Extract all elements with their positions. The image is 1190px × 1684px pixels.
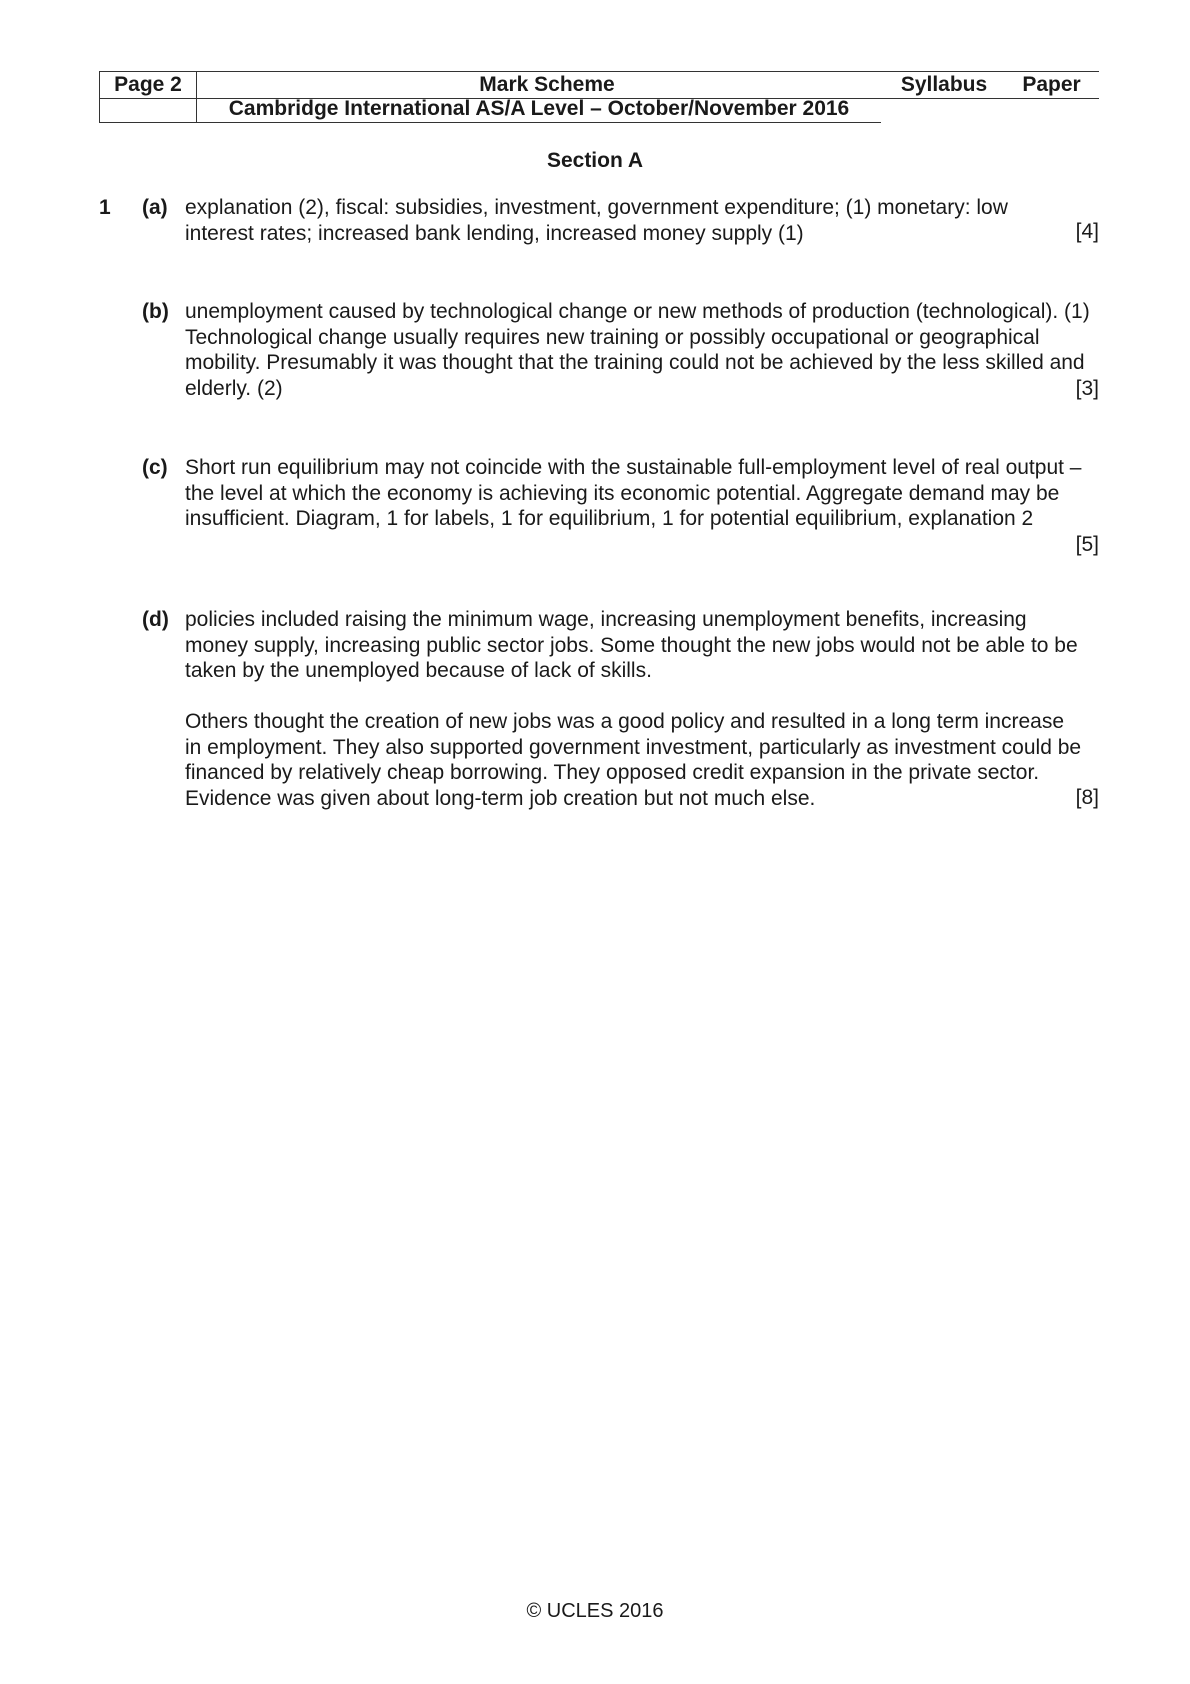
part-text-c: Short run equilibrium may not coincide with the sustainable full-employment level of real output – the level at which the economy is achieving its economic potential. Aggregate demand may be insufficient. Diagram, 1 for labels, 1 for equilibrium, 1 for potential equilibrium, explanation 2 <box>185 456 1082 530</box>
part-label-d: (d) <box>142 608 169 631</box>
marks-d: [8] <box>1075 786 1099 809</box>
paper-label: Paper <box>1022 73 1081 96</box>
header-row-1 <box>99 71 1099 99</box>
marks-c: [5] <box>1075 533 1099 556</box>
part-text-d-continued: Others thought the creation of new jobs was a good policy and resulted in a long term increase in employment. They also supported government investment, particularly as investment could be financed by relatively cheap borrowing. They opposed credit expansion in the private sector. Evidence was given about long-term job creation but not much else. <box>185 710 1082 810</box>
part-text-d: policies included raising the minimum wage, increasing unemployment benefits, increasing money supply, increasing public sector jobs. Some thought the new jobs would not be able to be taken by the unemployed because of lack of skills. <box>185 608 1078 682</box>
footer-copyright: © UCLES 2016 <box>526 1600 664 1622</box>
question-number: 1 <box>99 196 111 219</box>
part-label-a: (a) <box>142 196 168 219</box>
page-number: Page 2 <box>99 72 197 98</box>
section-title: Section A <box>546 149 644 172</box>
document-subtitle: Cambridge International AS/A Level – October/November 2016 <box>228 97 850 120</box>
document-title: Mark Scheme <box>479 73 615 96</box>
marks-a: [4] <box>1075 220 1099 243</box>
part-text-b: unemployment caused by technological change or new methods of production (technological). (1) Technological change usually requires new training or possibly occupational or geographical mobility. Presumably it was thought that the training could not be achieved by the less skilled and elderly. (2) <box>185 300 1090 400</box>
syllabus-label: Syllabus <box>900 73 988 96</box>
marks-b: [3] <box>1075 377 1099 400</box>
header-row-2 <box>99 97 881 123</box>
part-label-c: (c) <box>142 456 168 479</box>
header-blank-cell <box>99 97 197 122</box>
part-label-b: (b) <box>142 300 169 323</box>
part-text-a: explanation (2), fiscal: subsidies, investment, government expenditure; (1) monetary: low interest rates; increased bank lending, increased money supply (1) <box>185 196 1008 245</box>
